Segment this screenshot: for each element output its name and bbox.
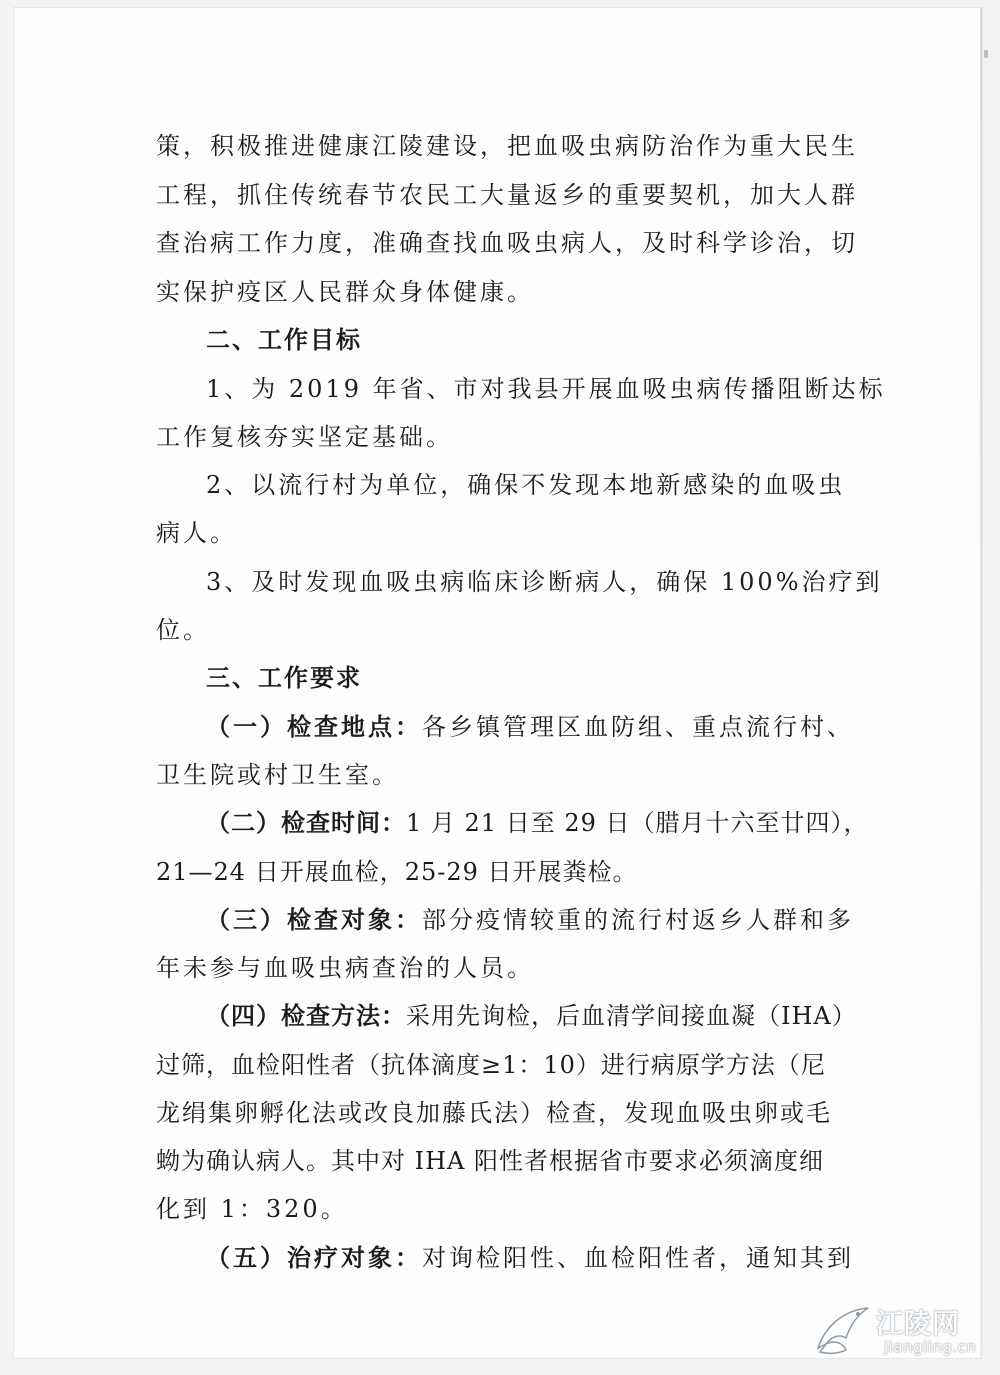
requirement-cont: 年未参与血吸虫病查治的人员。 [156, 954, 534, 982]
requirement-text: 对询检阳性、血检阳性者，通知其到 [422, 1244, 854, 1272]
document-page [14, 8, 982, 1358]
requirement-label: （五）治疗对象： [206, 1243, 422, 1272]
watermark-url: jiangling.cn [884, 1338, 977, 1356]
goal-item-cont: 位。 [156, 616, 210, 644]
page-edge [980, 8, 982, 1358]
requirement-cont: 21—24 日开展血检，25-29 日开展粪检。 [156, 858, 638, 886]
body-line: 策，积极推进健康江陵建设，把血吸虫病防治作为重大民生 [156, 132, 858, 160]
requirement-text: 采用先询检，后血清学间接血凝（IHA） [406, 1002, 857, 1030]
watermark-name: 江陵网 [876, 1309, 960, 1340]
goal-item: 2、以流行村为单位，确保不发现本地新感染的血吸虫 [206, 471, 846, 499]
body-line: 工程，抓住传统春节农民工大量返乡的重要契机，加大人群 [156, 181, 858, 209]
requirement-item [206, 711, 854, 743]
requirement-item [206, 904, 854, 936]
requirement-item [206, 807, 869, 839]
body-line: 实保护疫区人民群众身体健康。 [156, 278, 534, 306]
section-heading: 二、工作目标 [206, 325, 362, 354]
requirement-text: 各乡镇管理区血防组、重点流行村、 [422, 713, 854, 741]
requirement-item [206, 1242, 854, 1274]
body-line: 查治病工作力度，准确查找血吸虫病人，及时科学诊治，切 [156, 229, 858, 257]
section-heading: 三、工作要求 [206, 663, 362, 692]
requirement-label: （二）检查时间： [206, 808, 406, 837]
requirement-cont: 龙绢集卵孵化法或改良加藤氏法）检查，发现血吸虫卵或毛 [156, 1099, 832, 1127]
site-watermark [812, 1296, 992, 1368]
requirement-cont: 蚴为确认病人。其中对 IHA 阳性者根据省市要求必须滴度细 [156, 1147, 824, 1175]
requirement-label: （一）检查地点： [206, 712, 422, 741]
requirement-cont: 过筛，血检阳性者（抗体滴度≥1：10）进行病原学方法（尼 [156, 1051, 826, 1079]
requirement-cont: 化到 1：320。 [156, 1195, 348, 1223]
requirement-cont: 卫生院或村卫生室。 [156, 761, 399, 789]
goal-item-cont: 工作复核夯实坚定基础。 [156, 423, 453, 451]
requirement-text: 部分疫情较重的流行村返乡人群和多 [422, 906, 854, 934]
requirement-label: （四）检查方法： [206, 1001, 406, 1030]
binding-mark [984, 50, 988, 58]
goal-item: 1、为 2019 年省、市对我县开展血吸虫病传播阻断达标 [206, 375, 886, 403]
goal-item-cont: 病人。 [156, 519, 237, 547]
requirement-label: （三）检查对象： [206, 905, 422, 934]
requirement-text: 1 月 21 日至 29 日（腊月十六至廿四）， [406, 809, 869, 837]
bird-logo-icon [812, 1300, 874, 1362]
requirement-item [206, 1000, 857, 1032]
goal-item: 3、及时发现血吸虫病临床诊断病人，确保 100%治疗到 [206, 568, 883, 596]
